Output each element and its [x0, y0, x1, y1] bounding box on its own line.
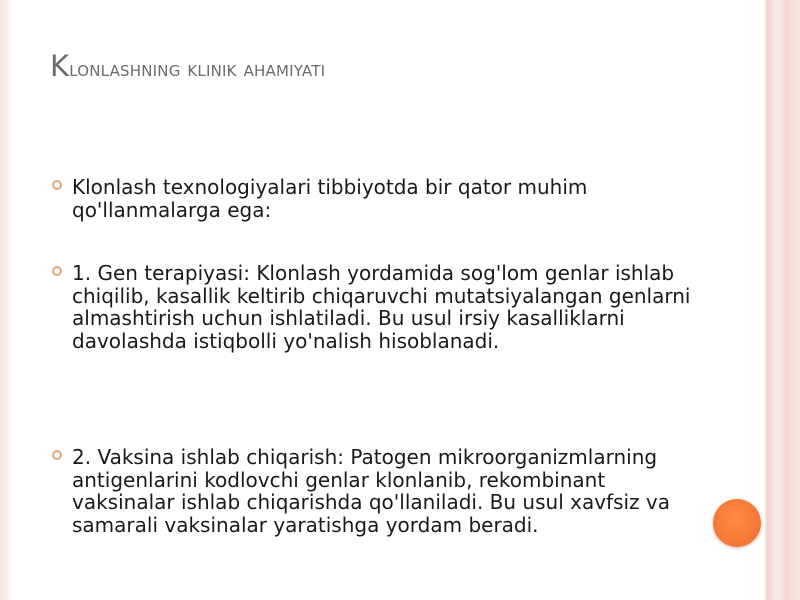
left-border-decoration	[0, 0, 12, 600]
bullet-item-intro	[52, 176, 712, 221]
bullet-item-vaccine	[52, 446, 712, 536]
bullet-ring-icon	[52, 180, 62, 190]
bullet-ring-icon	[52, 450, 62, 460]
bullet-text: Klonlash texnologiyalari tibbiyotda bir qator muhim qo'llanmalarga ega:	[72, 175, 588, 222]
right-border-decoration	[764, 0, 800, 600]
bullet-text: 1. Gen terapiyasi: Klonlash yordamida sog'lom genlar ishlab chiqilib, kasallik keltirib chiqaruvchi mutatsiyalangan genlarni almashtirish uchun ishlatiladi. Bu usul irsiy kasalliklarni davolashda istiqbolli yo'nalish hisoblanadi.	[72, 261, 691, 353]
bullet-item-gene-therapy	[52, 262, 712, 352]
bullet-text: 2. Vaksina ishlab chiqarish: Patogen mikroorganizmlarning antigenlarini kodlovchi genlar klonlanib, rekombinant vaksinalar ishlab chiqarishda qo'llaniladi. Bu usul xavfsiz va samarali vaksinalar yaratishga yordam beradi.	[72, 445, 670, 537]
slide-title	[50, 44, 730, 91]
orange-circle-decoration	[713, 499, 761, 547]
title-rest: lonlashning klinik ahamiyati	[69, 57, 326, 81]
title-initial: K	[50, 49, 70, 83]
bullet-ring-icon	[52, 266, 62, 276]
